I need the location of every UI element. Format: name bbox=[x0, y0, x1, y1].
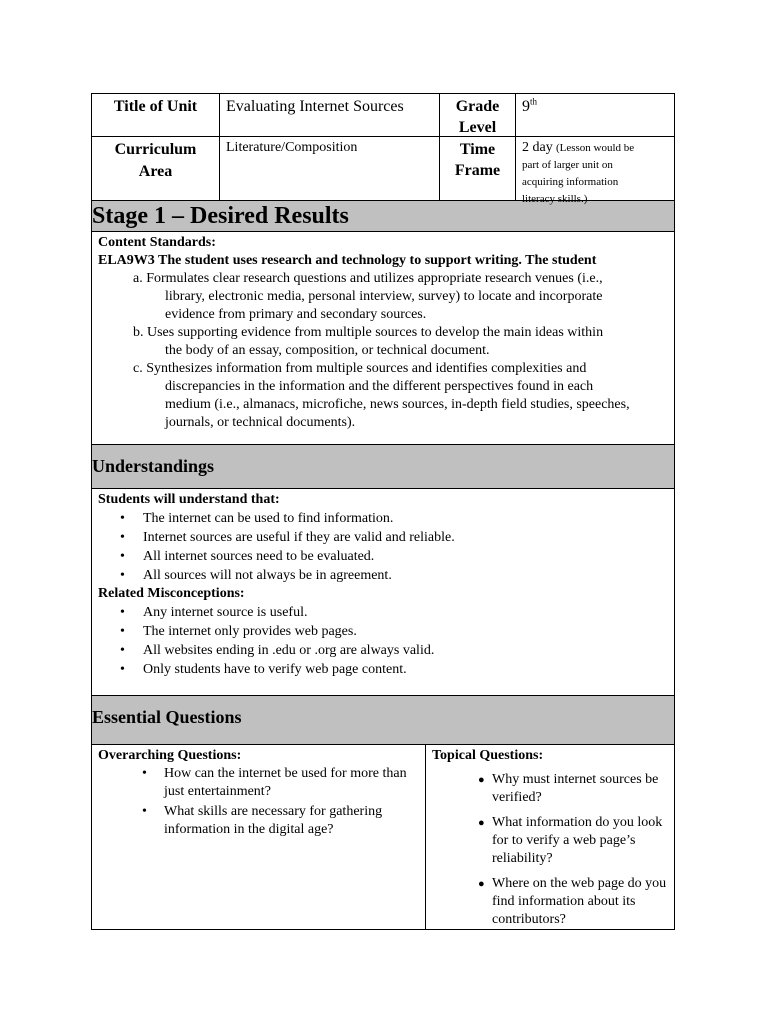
list-item: • The internet can be used to find information. bbox=[98, 509, 668, 528]
list-item: • Any internet source is useful. bbox=[98, 603, 668, 622]
list-item: • How can the internet be used for more than just entertainment? bbox=[98, 765, 419, 801]
standard-item-c bbox=[98, 360, 668, 432]
title-of-unit-value: Evaluating Internet Sources bbox=[220, 94, 440, 136]
topical-questions-label: Topical Questions: bbox=[432, 748, 544, 763]
item-text: journals, or technical documents). bbox=[165, 415, 356, 430]
time-note-1: (Lesson would be bbox=[555, 142, 635, 154]
understandings-section bbox=[91, 489, 675, 696]
grade-label-line2: Level bbox=[458, 119, 497, 136]
item-marker: b. bbox=[133, 325, 144, 340]
item-text: Synthesizes information from multiple sources and identifies complexities and bbox=[146, 361, 587, 376]
understandings-heading: Understandings bbox=[91, 445, 675, 489]
time-note-4: literacy skills.) bbox=[522, 193, 588, 205]
content-standards-label: Content Standards: bbox=[98, 235, 216, 250]
list-item: • All sources will not always be in agreement. bbox=[98, 566, 668, 585]
list-item: • Only students have to verify web page content. bbox=[98, 660, 668, 679]
list-item: • The internet only provides web pages. bbox=[98, 622, 668, 641]
overarching-questions-list bbox=[98, 765, 419, 839]
curriculum-area-value: Literature/Composition bbox=[220, 137, 440, 200]
area-label-line2: Area bbox=[138, 163, 173, 180]
topical-questions-column bbox=[426, 745, 674, 929]
grade-level-value bbox=[516, 94, 674, 136]
title-of-unit-label: Title of Unit bbox=[92, 94, 220, 136]
grade-label-line1: Grade bbox=[455, 98, 500, 115]
time-frame-label bbox=[440, 137, 516, 200]
misconceptions-list bbox=[98, 603, 668, 679]
unit-plan-document bbox=[91, 93, 675, 930]
understandings-list bbox=[98, 509, 668, 585]
standard-item-a bbox=[98, 270, 668, 324]
item-text: medium (i.e., almanacs, microfiche, news sources, in-depth field studies, speeches, bbox=[165, 397, 630, 412]
standard-ela9w3: ELA9W3 The student uses research and technology to support writing. The student bbox=[98, 253, 597, 268]
list-item: ● What information do you look for to verify a web page’s reliability? bbox=[432, 814, 668, 868]
item-text: discrepancies in the information and the different perspectives found in each bbox=[165, 379, 594, 394]
item-text: Uses supporting evidence from multiple sources to develop the main ideas within bbox=[147, 325, 604, 340]
content-standards-section bbox=[91, 232, 675, 445]
list-item: ● Where on the web page do you find information about its contributors? bbox=[432, 875, 668, 929]
curriculum-area-label bbox=[92, 137, 220, 200]
time-value: 2 day bbox=[522, 140, 553, 155]
list-item: • All websites ending in .edu or .org are always valid. bbox=[98, 641, 668, 660]
grade-number: 9 bbox=[522, 98, 530, 115]
grade-level-label bbox=[440, 94, 516, 136]
essential-questions-heading: Essential Questions bbox=[91, 696, 675, 745]
time-frame-value bbox=[516, 137, 674, 205]
item-text: library, electronic media, personal interview, survey) to locate and incorporate bbox=[165, 289, 603, 304]
list-item: • Internet sources are useful if they are valid and reliable. bbox=[98, 528, 668, 547]
item-text: evidence from primary and secondary sources. bbox=[165, 307, 427, 322]
students-understand-label: Students will understand that: bbox=[98, 492, 280, 507]
list-item: ● Why must internet sources be verified? bbox=[432, 771, 668, 807]
time-note-2: part of larger unit on bbox=[522, 159, 613, 171]
overarching-questions-column bbox=[92, 745, 426, 929]
essential-questions-section bbox=[91, 745, 675, 930]
grade-suffix: th bbox=[530, 96, 538, 107]
topical-questions-list bbox=[432, 771, 668, 929]
time-note-3: acquiring information bbox=[522, 176, 619, 188]
stage1-heading: Stage 1 – Desired Results bbox=[91, 201, 675, 232]
overarching-questions-label: Overarching Questions: bbox=[98, 748, 242, 763]
item-text: the body of an essay, composition, or technical document. bbox=[165, 343, 490, 358]
item-text: Formulates clear research questions and utilizes appropriate research venues (i.e., bbox=[146, 271, 603, 286]
list-item: • What skills are necessary for gathering information in the digital age? bbox=[98, 803, 419, 839]
time-label-line2: Frame bbox=[454, 162, 501, 179]
standard-item-b bbox=[98, 324, 668, 360]
area-label-line1: Curriculum bbox=[114, 141, 197, 158]
title-row bbox=[91, 93, 675, 137]
curriculum-row bbox=[91, 137, 675, 205]
misconceptions-label: Related Misconceptions: bbox=[98, 586, 245, 601]
list-item: • All internet sources need to be evaluated. bbox=[98, 547, 668, 566]
item-marker: a. bbox=[133, 271, 143, 286]
item-marker: c. bbox=[133, 361, 143, 376]
time-label-line1: Time bbox=[459, 141, 496, 158]
